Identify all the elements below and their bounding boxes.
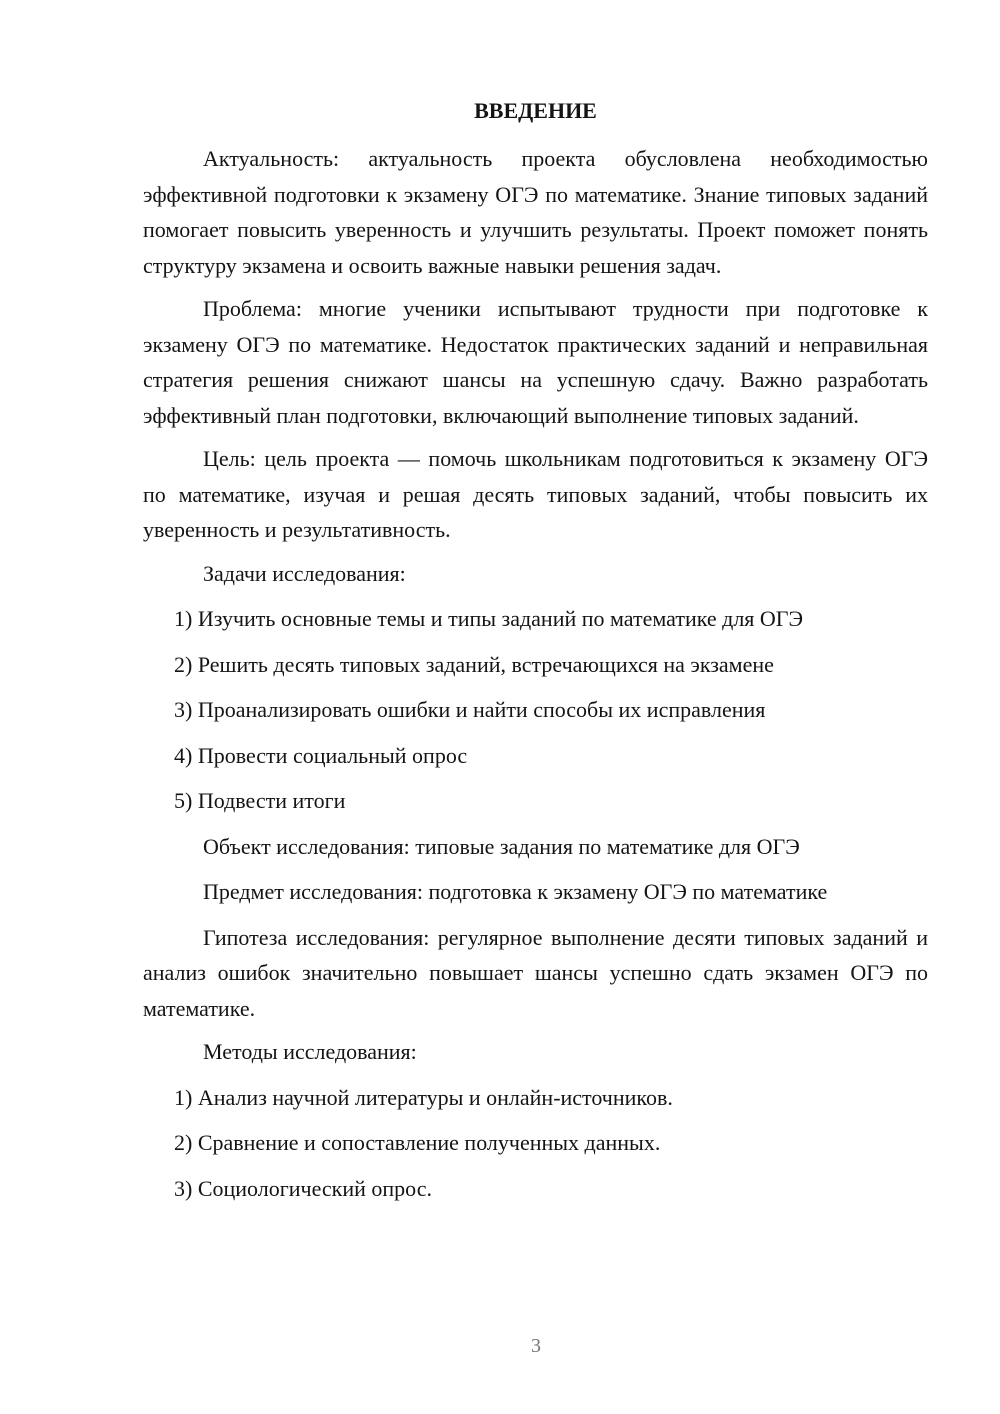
list-item: 4) Провести социальный опрос (174, 742, 468, 768)
object-paragraph: Объект исследования: типовые задания по математике для ОГЭ (203, 833, 800, 859)
list-item: 2) Решить десять типовых заданий, встречающихся на экзамене (174, 651, 774, 677)
subject-paragraph: Предмет исследования: подготовка к экзамену ОГЭ по математике (203, 879, 828, 904)
tasks-list (143, 601, 928, 819)
page-number: 3 (531, 1335, 541, 1357)
list-item: 3) Социологический опрос. (174, 1175, 432, 1201)
list-item: 2) Сравнение и сопоставление полученных данных. (174, 1130, 661, 1155)
methods-heading: Методы исследования: (203, 1039, 417, 1064)
relevance-paragraph: Актуальность: актуальность проекта обусловлена необходимостью эффективной подготовки к экзамену ОГЭ по математике. Знание типовых заданий помогает повысить уверенность и улучшить результаты. Проект поможет понять структуру экзамена и освоить важные навыки решения задач. (143, 146, 928, 278)
hypothesis-paragraph: Гипотеза исследования: регулярное выполнение десяти типовых заданий и анализ ошибок значительно повышает шансы успешно сдать экзамен ОГЭ по математике. (143, 924, 928, 1021)
methods-list (143, 1080, 928, 1207)
list-item: 5) Подвести итоги (174, 788, 346, 813)
page-title: ВВЕДЕНИЕ (474, 98, 597, 123)
document-page (143, 96, 928, 1216)
problem-paragraph: Проблема: многие ученики испытывают трудности при подготовке к экзамену ОГЭ по математике. Недостаток практических заданий и неправильная стратегия решения снижают шансы на успешную сдачу. Важно разработать эффективный план подготовки, включающий выполнение типовых заданий. (143, 296, 928, 428)
list-item: 3) Проанализировать ошибки и найти способы их исправления (174, 697, 766, 722)
tasks-heading: Задачи исследования: (203, 560, 406, 586)
list-item: 1) Изучить основные темы и типы заданий по математике для ОГЭ (174, 606, 804, 631)
list-item: 1) Анализ научной литературы и онлайн-источников. (174, 1084, 673, 1110)
goal-paragraph: Цель: цель проекта — помочь школьникам подготовиться к экзамену ОГЭ по математике, изучая и решая десять типовых заданий, чтобы повысить их уверенность и результативность. (143, 446, 928, 542)
